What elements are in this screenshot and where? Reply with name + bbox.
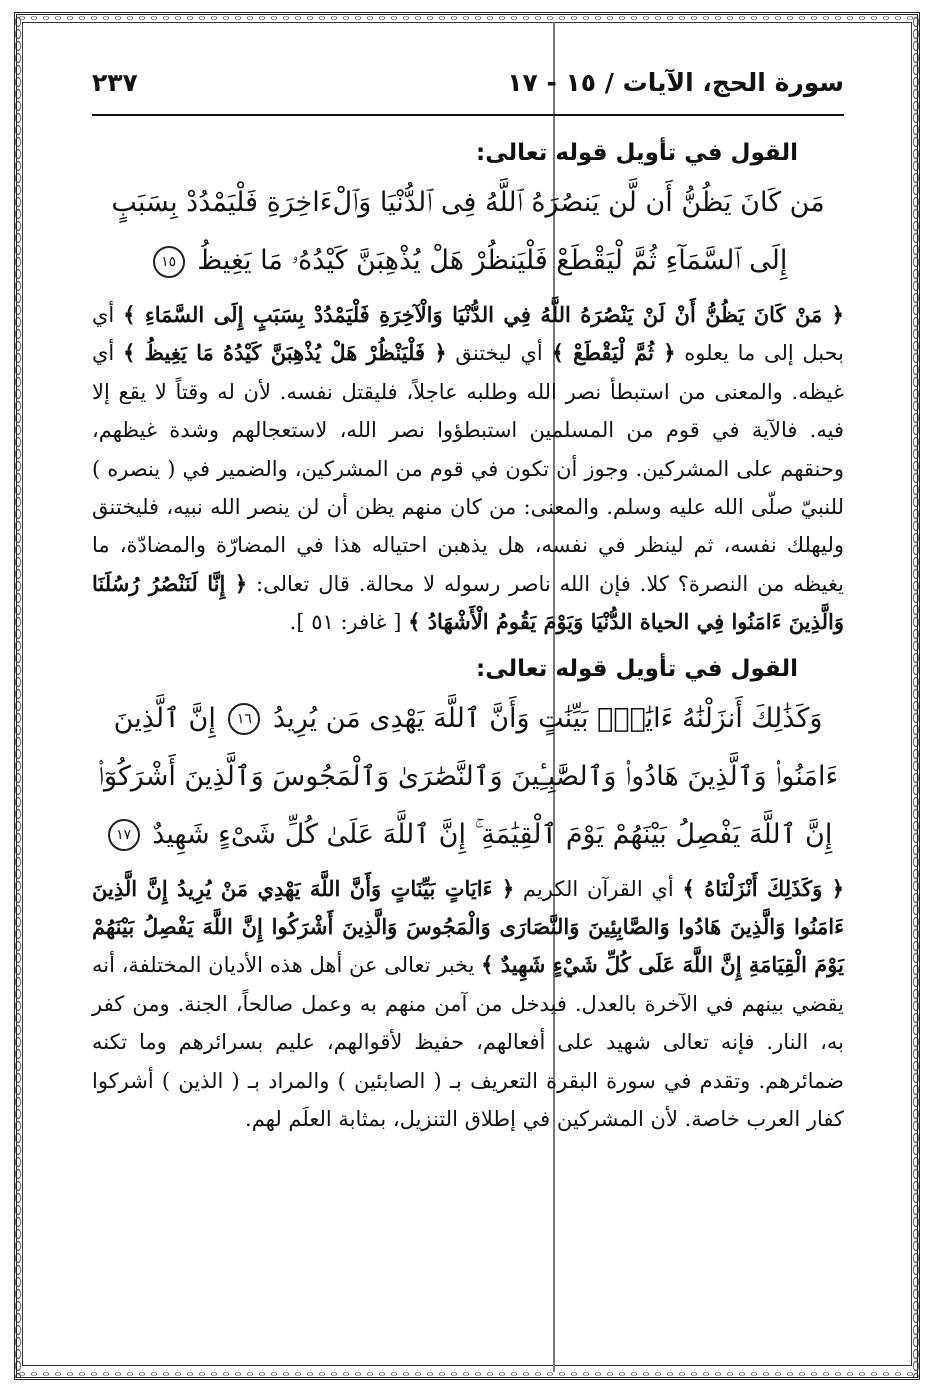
quote-6: ﴿ ءَايَاتٍ بَيِّنَاتٍ وَأَنَّ اللَّهَ يَهْدِي مَنْ يُرِيدُ إِنَّ الَّذِينَ ءَامَنُوا وَالَّذِينَ هَادُوا وَالصَّابِئِينَ وَالنَّصَارَى وَالْمَجُوسَ وَالَّذِينَ أَشْرَكُوا إِنَّ اللَّهَ يَفْصِلُ بَيْنَهُمْ يَوْمَ الْقِيَامَةِ إِنَّ اللَّهَ عَلَى كُلِّ شَيْءٍ شَهِيدٌ ﴾ [92, 875, 844, 978]
quote-2: ﴿ ثُمَّ لْيَقْطَعْ ﴾ [551, 340, 676, 366]
quran-verses-16-17 [96, 690, 840, 864]
verse-number-marker-17: ١٧ [108, 819, 140, 851]
text-2: أي ليختنق [446, 341, 552, 366]
quote-4: ﴿ إِنَّا لَنَنْصُرُ رُسُلَنَا وَالَّذِينَ ءَامَنُوا فِي الحياة الدُّنْيَا وَيَوْمَ يَقُومُ الْأَشْهَادُ ﴾ [92, 570, 844, 635]
page-content [92, 132, 844, 1153]
page-header [92, 60, 844, 116]
text-5: أي القرآن الكريم [514, 876, 683, 901]
text-4: [ غافر: ٥١ ]. [289, 610, 409, 635]
surah-title: سورة الحج، الآيات / ١٥ - ١٧ [507, 68, 844, 97]
commentary-paragraph-2 [92, 870, 844, 1139]
text-1: أي بحبل إلى ما يعلوه [92, 303, 845, 366]
verse-number-marker-16: ١٦ [228, 703, 260, 735]
text-6: يخبر تعالى عن أهل هذه الأديان المختلفة، أنه يقضي بينهم في الآخرة بالعدل. فيدخل من آمن منهم به وعمل صالحاً، الجنة. ومن كفر به، النار. فإنه تعالى شهيد على أفعالهم، حفيظ لأقوالهم، عليم بسرائرهم وما تكنه ضمائرهم. وتقدم في سورة البقرة التعريف بـ ( الصابئين ) والمراد بـ ( الذين ) أشركوا كفار العرب خاصة. لأن المشركين في إطلاق التنزيل، بمثابة العلَم لهم. [92, 953, 844, 1132]
verse-number-marker: ١٥ [153, 246, 185, 278]
section-heading-2: القول في تأويل قوله تعالى: [476, 655, 798, 682]
commentary-paragraph-1 [92, 296, 844, 642]
quote-5: ﴿ وَكَذَلِكَ أَنْزَلْنَاهُ ﴾ [682, 875, 844, 901]
quran-verse-15 [96, 174, 840, 290]
quote-1: ﴿ مَنْ كَانَ يَظُنُّ أَنْ لَنْ يَنْصُرَهُ اللَّهُ فِي الدُّنْيَا وَالْآخِرَةِ فَلْيَمْدُدْ بِسَبَبٍ إِلَى السَّمَاءِ ﴾ [123, 302, 844, 327]
verse-text: مَن كَانَ يَظُنُّ أَن لَّن يَنصُرَهُ ٱللَّهُ فِى ٱلدُّنْيَا وَٱلْءَاخِرَةِ فَلْيَمْدُدْ بِسَبَبٍ إِلَى ٱلسَّمَآءِ ثُمَّ لْيَقْطَعْ فَلْيَنظُرْ هَلْ يُذْهِبَنَّ كَيْدُهُۥ مَا يَغِيظُ [111, 187, 825, 276]
text-3: أي غيظه. والمعنى من استبطأ نصر الله وطلبه عاجلاً، فليقتل نفسه. لأن له وقتاً لا يقع إلا فيه. فالآية في قوم من المسلمين استبطؤوا نصر الله، لاستعجالهم وشدة غيظهم، وحنقهم على المشركين. وجوز أن تكون في قوم من المشركين، والضمير في ( ينصره ) للنبيّ صلّى الله عليه وسلم. والمعنى: من كان منهم يظن أن لن ينصر الله نبيه، فليختنق وليهلك نفسه، ثم لينظر في نفسه، هل يذهبن احتياله هذا في المضارّة والمضادّة، ما يغيظه من النصرة؟ كلا. فإن الله ناصر رسوله لا محالة. قال تعالى: [92, 341, 844, 596]
verse-text-17: إِنَّ ٱلَّذِينَ ءَامَنُوا۟ وَٱلَّذِينَ هَادُوا۟ وَٱلصَّٰبِـِٔينَ وَٱلنَّصَٰرَىٰ وَٱلْمَجُوسَ وَٱلَّذِينَ أَشْرَكُوٓا۟ إِنَّ ٱللَّهَ يَفْصِلُ بَيْنَهُمْ يَوْمَ ٱلْقِيَٰمَةِ ۚ إِنَّ ٱللَّهَ عَلَىٰ كُلِّ شَىْءٍ شَهِيدٌ [97, 702, 839, 850]
page-number: ٢٣٧ [92, 68, 138, 97]
verse-text-16: وَكَذَٰلِكَ أَنزَلْنَٰهُ ءَايَٰتٍۭ بَيِّنَٰتٍ وَأَنَّ ٱللَّهَ يَهْدِى مَن يُرِيدُ [273, 702, 823, 734]
quote-3: ﴿ فَلْيَنْظُرْ هَلْ يُذْهِبَنَّ كَيْدُهُ مَا يَغِيظُ ﴾ [122, 340, 447, 366]
section-heading-1: القول في تأويل قوله تعالى: [476, 140, 798, 166]
